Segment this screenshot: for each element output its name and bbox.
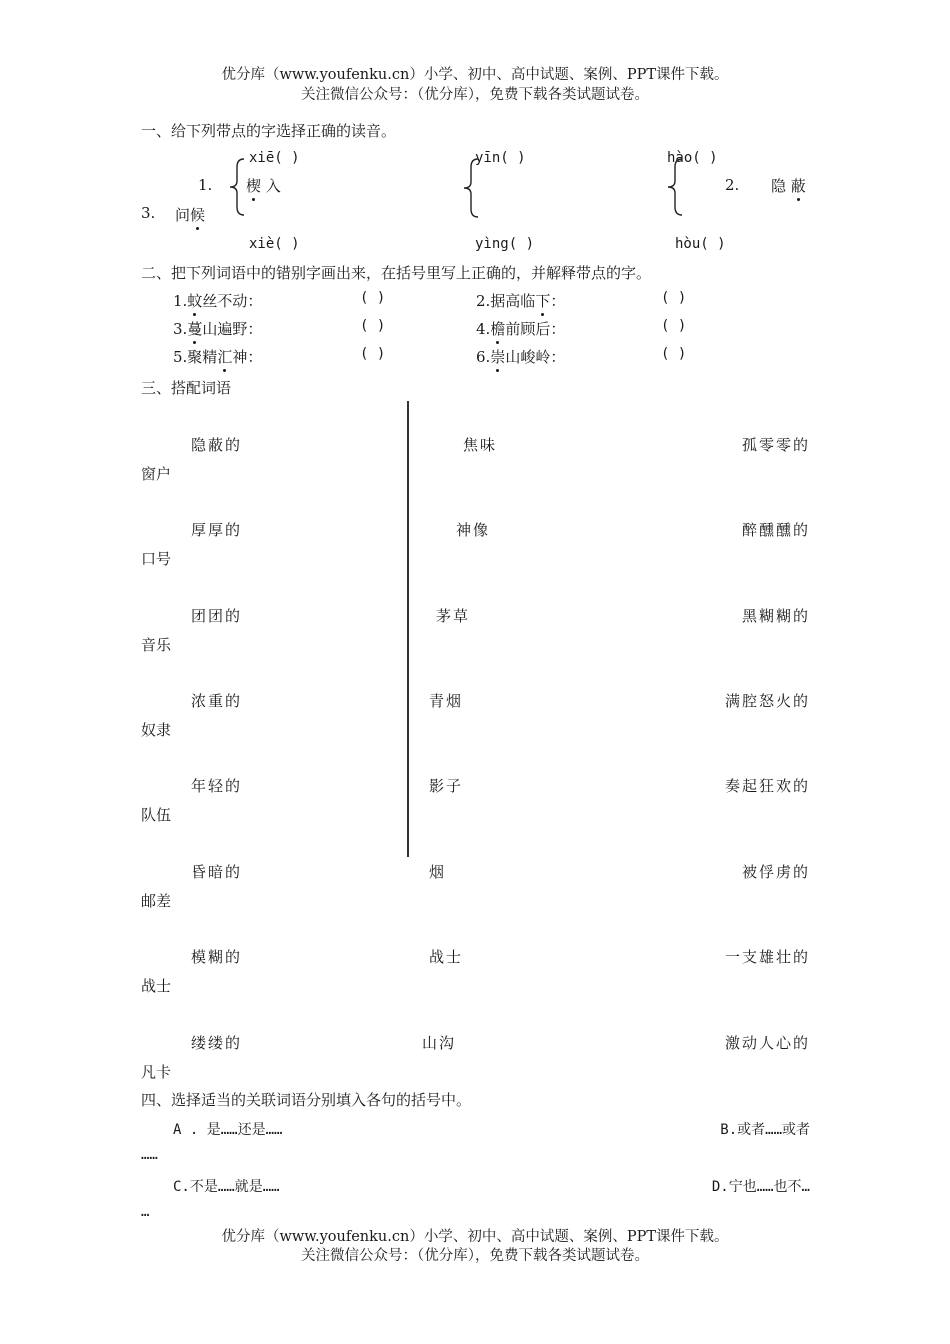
s2-item-6: 6.崇山峻岭： — [476, 348, 566, 366]
s2-paren-1: ( ) — [360, 290, 386, 306]
match-target-7: 战士 — [141, 977, 172, 995]
s2-item-2: 2.据高临下： — [476, 292, 566, 310]
pinyin-top-3: hào( ) — [667, 150, 718, 166]
option-b-continued: …… — [141, 1147, 158, 1163]
item3-number: 3. — [141, 204, 156, 222]
match-target-1: 窗户 — [141, 465, 172, 483]
s2-paren-6: ( ) — [661, 346, 687, 362]
match-target-8: 凡卡 — [141, 1063, 172, 1081]
option-c: C.不是……就是…… — [173, 1179, 280, 1195]
match-left-1: 隐蔽的 — [191, 436, 243, 454]
section2-title: 二、把下列词语中的错别字画出来，在括号里写上正确的，并解释带点的字。 — [141, 264, 652, 282]
item2-dotted-char: 蔽 — [790, 177, 806, 195]
s2-item-1: 1.蚊丝不动： — [173, 292, 263, 310]
option-d-continued: … — [141, 1204, 150, 1220]
s2-paren-4: ( ) — [661, 318, 687, 334]
section1-title: 一、给下列带点的字选择正确的读音。 — [141, 122, 397, 140]
match-mid-7: 战士 — [429, 948, 464, 966]
header-line-2: 关注微信公众号：（优分库），免费下载各类试题试卷。 — [301, 87, 649, 103]
item1-word: 楔 入 — [246, 177, 281, 195]
match-mid-8: 山沟 — [422, 1034, 457, 1052]
footer-line-2: 关注微信公众号：（优分库），免费下载各类试题试卷。 — [301, 1248, 649, 1264]
match-target-4: 奴隶 — [141, 721, 172, 739]
match-mid-5: 影子 — [429, 777, 464, 795]
match-mid-4: 青烟 — [429, 692, 464, 710]
section4-title: 四、选择适当的关联词语分别填入各句的括号中。 — [141, 1091, 472, 1109]
item1-number: 1. — [198, 176, 213, 194]
match-target-2: 口号 — [141, 550, 172, 568]
match-right-2: 醉醺醺的 — [741, 521, 810, 539]
match-left-2: 厚厚的 — [191, 521, 243, 539]
match-right-8: 激动人心的 — [724, 1034, 810, 1052]
s2-paren-5: ( ) — [360, 346, 386, 362]
match-target-5: 队伍 — [141, 806, 172, 824]
option-d: D.宁也……也不… — [711, 1179, 810, 1195]
item3-dotted-char: 候 — [190, 206, 206, 224]
match-right-4: 满腔怒火的 — [724, 692, 810, 710]
match-target-3: 音乐 — [141, 636, 172, 654]
pinyin-top-2: yīn( ) — [475, 150, 526, 166]
left-brace-3 — [666, 157, 686, 217]
left-brace-1 — [228, 157, 248, 217]
item2-number: 2. — [725, 176, 740, 194]
item3-word: 问候 — [175, 206, 206, 224]
footer-line-1: 优分库（www.youfenku.cn）小学、初中、高中试题、案例、PPT课件下载。 — [221, 1229, 729, 1245]
match-left-7: 模糊的 — [191, 948, 243, 966]
match-right-6: 被俘虏的 — [741, 863, 810, 881]
s2-item-5: 5.聚精汇神： — [173, 348, 263, 366]
match-right-5: 奏起狂欢的 — [724, 777, 810, 795]
item1-dotted-char: 楔 — [246, 177, 262, 195]
s2-paren-2: ( ) — [661, 290, 687, 306]
match-left-4: 浓重的 — [191, 692, 243, 710]
option-a: A . 是……还是…… — [173, 1122, 283, 1138]
match-mid-3: 茅草 — [436, 607, 471, 625]
vertical-divider — [407, 401, 409, 857]
pinyin-bottom-3: hòu( ) — [675, 236, 726, 252]
pinyin-bottom-1: xiè( ) — [249, 236, 300, 252]
s2-item-4: 4.檐前顾后： — [476, 320, 566, 338]
match-mid-1: 焦味 — [463, 436, 498, 454]
match-left-3: 团团的 — [191, 607, 243, 625]
match-left-6: 昏暗的 — [191, 863, 243, 881]
match-left-5: 年轻的 — [191, 777, 243, 795]
match-right-7: 一支雄壮的 — [724, 948, 810, 966]
pinyin-top-1: xiē( ) — [249, 150, 300, 166]
match-left-8: 缕缕的 — [191, 1034, 243, 1052]
match-mid-2: 神像 — [456, 521, 491, 539]
match-right-1: 孤零零的 — [741, 436, 810, 454]
section3-title: 三、搭配词语 — [141, 379, 232, 397]
match-mid-6: 烟 — [429, 863, 447, 881]
left-brace-2 — [462, 157, 482, 219]
option-b: B.或者……或者 — [720, 1122, 810, 1138]
s2-item-3: 3.蔓山遍野： — [173, 320, 263, 338]
pinyin-bottom-2: yìng( ) — [475, 236, 535, 252]
match-target-6: 邮差 — [141, 892, 172, 910]
match-right-3: 黑糊糊的 — [741, 607, 810, 625]
s2-paren-3: ( ) — [360, 318, 386, 334]
item2-word: 隐 蔽 — [771, 177, 806, 195]
header-line-1: 优分库（www.youfenku.cn）小学、初中、高中试题、案例、PPT课件下载。 — [221, 67, 729, 83]
